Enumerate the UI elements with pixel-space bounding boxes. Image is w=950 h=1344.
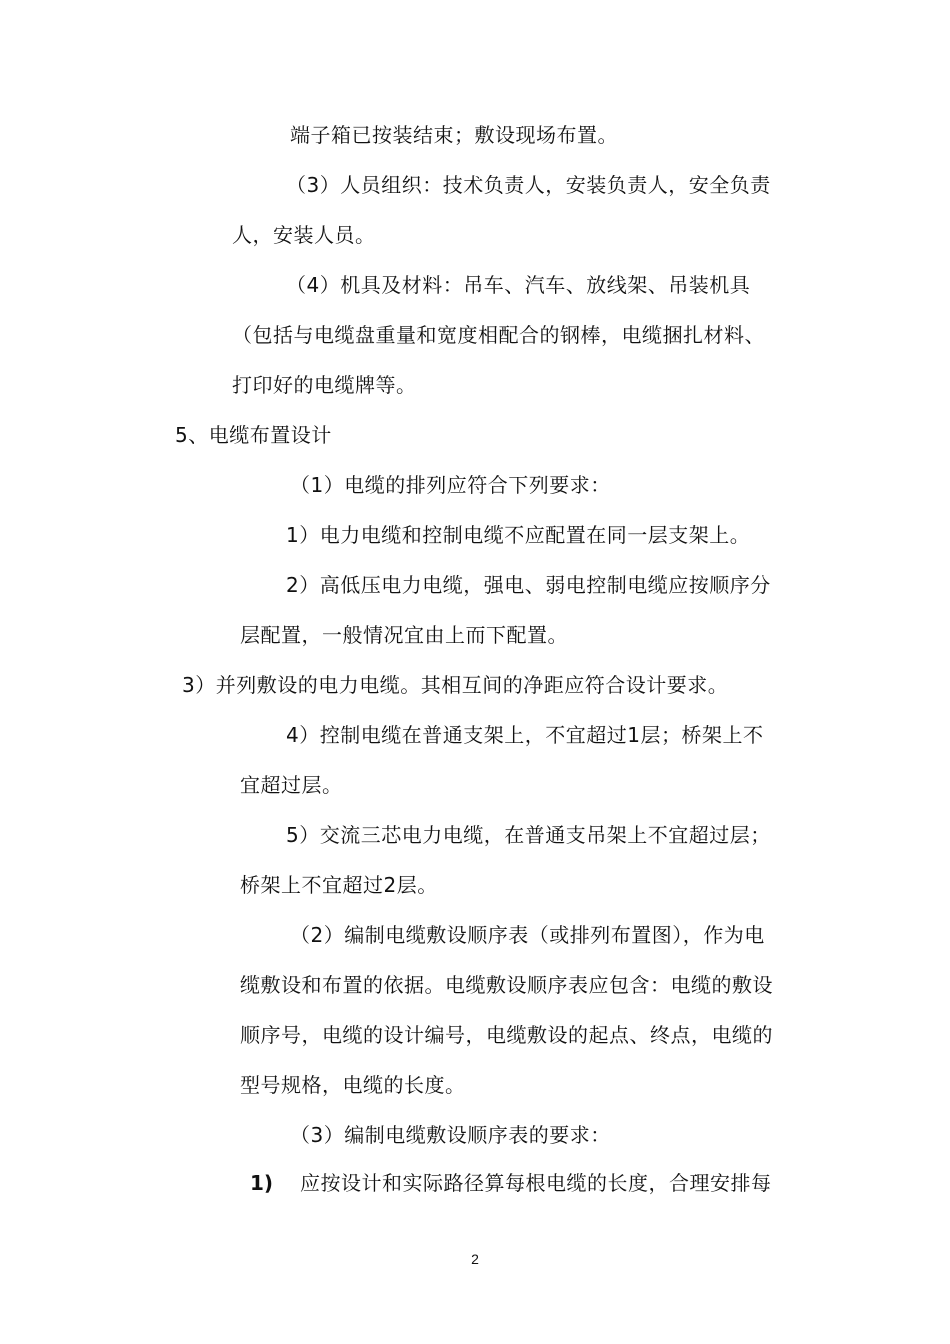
text-line: 1）电力电缆和控制电缆不应配置在同一层支架上。 xyxy=(286,523,751,547)
text-line: 型号规格，电缆的长度。 xyxy=(240,1073,466,1097)
text-line: 缆敷设和布置的依据。电缆敷设顺序表应包含：电缆的敷设 xyxy=(240,973,773,997)
text-line: （包括与电缆盘重量和宽度相配合的钢棒，电缆捆扎材料、 xyxy=(232,323,765,347)
text-line: 端子箱已按装结束；敷设现场布置。 xyxy=(290,123,618,147)
text-line: （3）人员组织：技术负责人，安装负责人，安全负责 xyxy=(286,173,771,197)
list-item-text: 应按设计和实际路径算每根电缆的长度，合理安排每 xyxy=(300,1171,772,1195)
text-line: 3）并列敷设的电力电缆。其相互间的净距应符合设计要求。 xyxy=(182,673,729,697)
text-line: 层配置，一般情况宜由上而下配置。 xyxy=(240,623,568,647)
text-line: （1）电缆的排列应符合下列要求： xyxy=(290,473,611,497)
text-line: （2）编制电缆敷设顺序表（或排列布置图），作为电 xyxy=(290,923,765,947)
text-line: 顺序号，电缆的设计编号，电缆敷设的起点、终点，电缆的 xyxy=(240,1023,773,1047)
text-line: 5）交流三芯电力电缆，在普通支吊架上不宜超过层； xyxy=(286,823,771,847)
text-line: （4）机具及材料：吊车、汽车、放线架、吊装机具 xyxy=(286,273,751,297)
text-line: 2）高低压电力电缆，强电、弱电控制电缆应按顺序分 xyxy=(286,573,771,597)
text-line: 4）控制电缆在普通支架上，不宜超过1层；桥架上不 xyxy=(286,723,764,747)
section-heading: 5、电缆布置设计 xyxy=(175,423,332,447)
text-line: 人，安装人员。 xyxy=(232,223,376,247)
text-line: 桥架上不宜超过2层。 xyxy=(240,873,438,897)
page-number: 2 xyxy=(471,1251,479,1267)
text-line: （3）编制电缆敷设顺序表的要求： xyxy=(290,1123,611,1147)
list-item-number: 1) xyxy=(250,1171,274,1195)
text-line: 打印好的电缆牌等。 xyxy=(232,373,417,397)
text-line: 宜超过层。 xyxy=(240,773,343,797)
